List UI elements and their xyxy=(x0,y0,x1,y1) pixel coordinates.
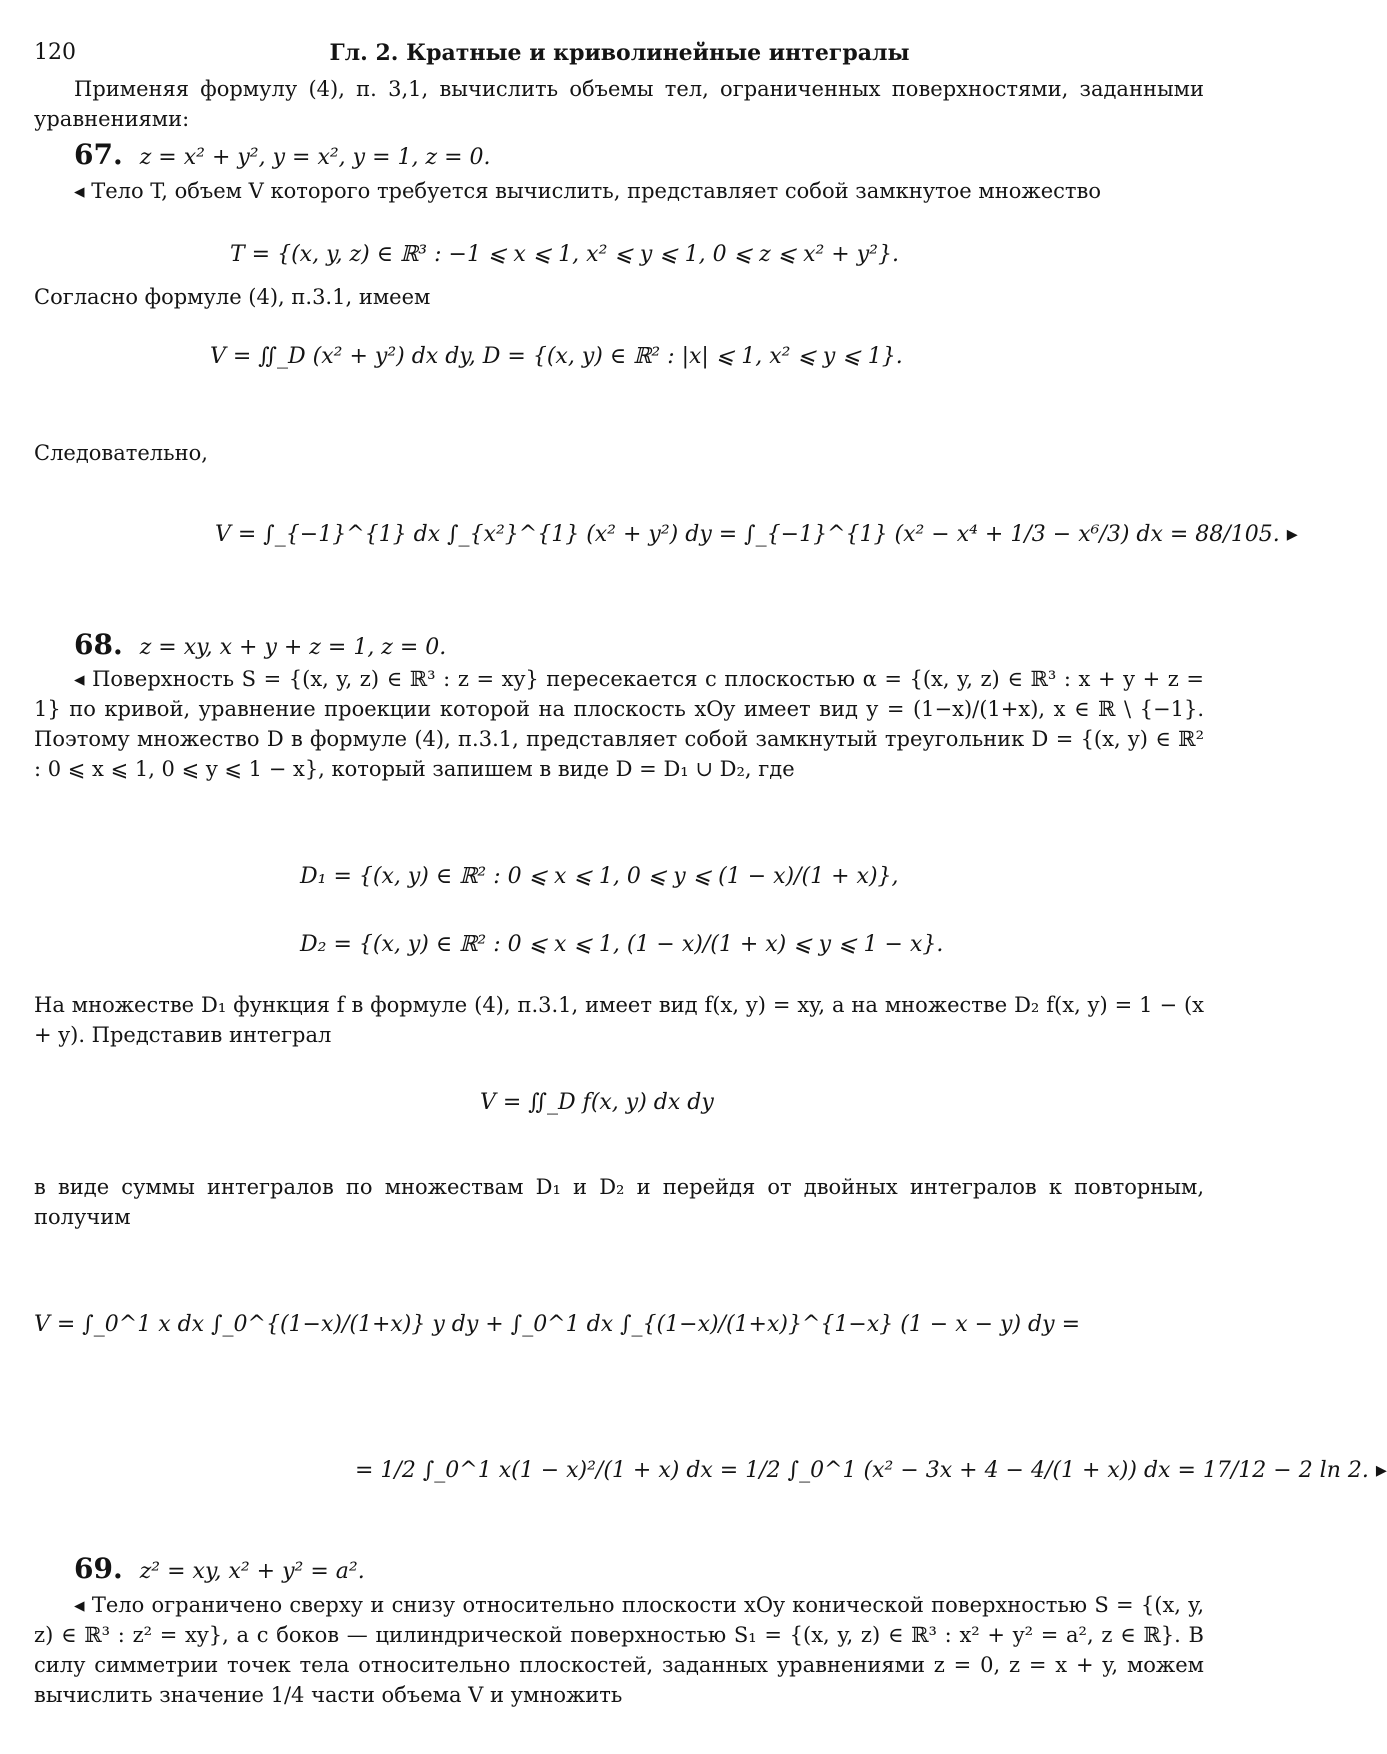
problem-number: 68. xyxy=(74,628,123,661)
problem-number: 67. xyxy=(74,138,123,171)
p68-equation-D1: D₁ = {(x, y) ∈ ℝ² : 0 ⩽ x ⩽ 1, 0 ⩽ y ⩽ (1 − x)/(1 + x)}, xyxy=(300,864,899,889)
problem-statement: z = xy, x + y + z = 1, z = 0. xyxy=(139,635,447,660)
p67-text-3: Следовательно, xyxy=(34,441,208,465)
p67-equation-V1: V = ∬_D (x² + y²) dx dy, D = {(x, y) ∈ ℝ² : |x| ⩽ 1, x² ⩽ y ⩽ 1}. xyxy=(210,344,903,369)
p67-equation-T: T = {(x, y, z) ∈ ℝ³ : −1 ⩽ x ⩽ 1, x² ⩽ y ⩽ 1, 0 ⩽ z ⩽ x² + y²}. xyxy=(230,242,899,267)
problem-69-heading xyxy=(74,1552,365,1585)
problem-statement: z = x² + y², y = x², y = 1, z = 0. xyxy=(139,145,491,170)
p68-equation-V3: = 1/2 ∫_0^1 x(1 − x)²/(1 + x) dx = 1/2 ∫_0^1 (x² − 3x + 4 − 4/(1 + x)) dx = 17/12 − 2 ln 2. ▸ xyxy=(355,1458,1387,1483)
page-number: 120 xyxy=(34,40,76,65)
p67-text-1: ◂ Тело T, объем V которого требуется вычислить, представляет собой замкнутое множество xyxy=(74,179,1101,203)
p68-equation-V1: V = ∬_D f(x, y) dx dy xyxy=(480,1090,714,1115)
p68-equation-D2: D₂ = {(x, y) ∈ ℝ² : 0 ⩽ x ⩽ 1, (1 − x)/(1 + x) ⩽ y ⩽ 1 − x}. xyxy=(300,932,944,957)
p67-text-2: Согласно формуле (4), п.3.1, имеем xyxy=(34,285,431,309)
p69-text-1: ◂ Тело ограничено сверху и снизу относительно плоскости xOy конической поверхностью S = {(x, y, z) ∈ ℝ³ : z² = xy}, а с боков — цилиндрической поверхностью S₁ = {(x, y, z) ∈ ℝ³ : x² + y² = a², z ∈ ℝ}. В силу симметрии точек тела относительно плоскостей, заданных уравнениями z = 0, z = x + y, можем вычислить значение 1/4 части объема V и умножить xyxy=(34,1593,1204,1707)
p67-equation-V2: V = ∫_{−1}^{1} dx ∫_{x²}^{1} (x² + y²) dy = ∫_{−1}^{1} (x² − x⁴ + 1/3 − x⁶/3) dx = 88/105. ▸ xyxy=(215,522,1298,547)
problem-67-heading xyxy=(74,138,491,171)
problem-number: 69. xyxy=(74,1552,123,1585)
problem-68-heading xyxy=(74,628,446,661)
p68-equation-V2: V = ∫_0^1 x dx ∫_0^{(1−x)/(1+x)} y dy + ∫_0^1 dx ∫_{(1−x)/(1+x)}^{1−x} (1 − x − y) dy = xyxy=(34,1312,1080,1337)
problem-statement: z² = xy, x² + y² = a². xyxy=(139,1559,365,1584)
running-title: Гл. 2. Кратные и криволинейные интегралы xyxy=(329,40,910,66)
p68-text-2: На множестве D₁ функция f в формуле (4), п.3.1, имеет вид f(x, y) = xy, а на множестве D₂ f(x, y) = 1 − (x + y). Представив интеграл xyxy=(34,993,1204,1047)
intro-paragraph: Применяя формулу (4), п. 3,1, вычислить объемы тел, ограниченных поверхностями, заданными уравнениями: xyxy=(34,77,1204,131)
p68-text-3: в виде суммы интегралов по множествам D₁ и D₂ и перейдя от двойных интегралов к повторным, получим xyxy=(34,1175,1204,1229)
page-header xyxy=(34,40,1205,70)
p68-text-1: ◂ Поверхность S = {(x, y, z) ∈ ℝ³ : z = xy} пересекается с плоскостью α = {(x, y, z) ∈ ℝ³ : x + y + z = 1} по кривой, уравнение проекции которой на плоскость xOy имеет вид y = (1−x)/(1+x), x ∈ ℝ \ {−1}. Поэтому множество D в формуле (4), п.3.1, представляет собой замкнутый треугольник D = {(x, y) ∈ ℝ² : 0 ⩽ x ⩽ 1, 0 ⩽ y ⩽ 1 − x}, который запишем в виде D = D₁ ∪ D₂, где xyxy=(34,667,1204,781)
